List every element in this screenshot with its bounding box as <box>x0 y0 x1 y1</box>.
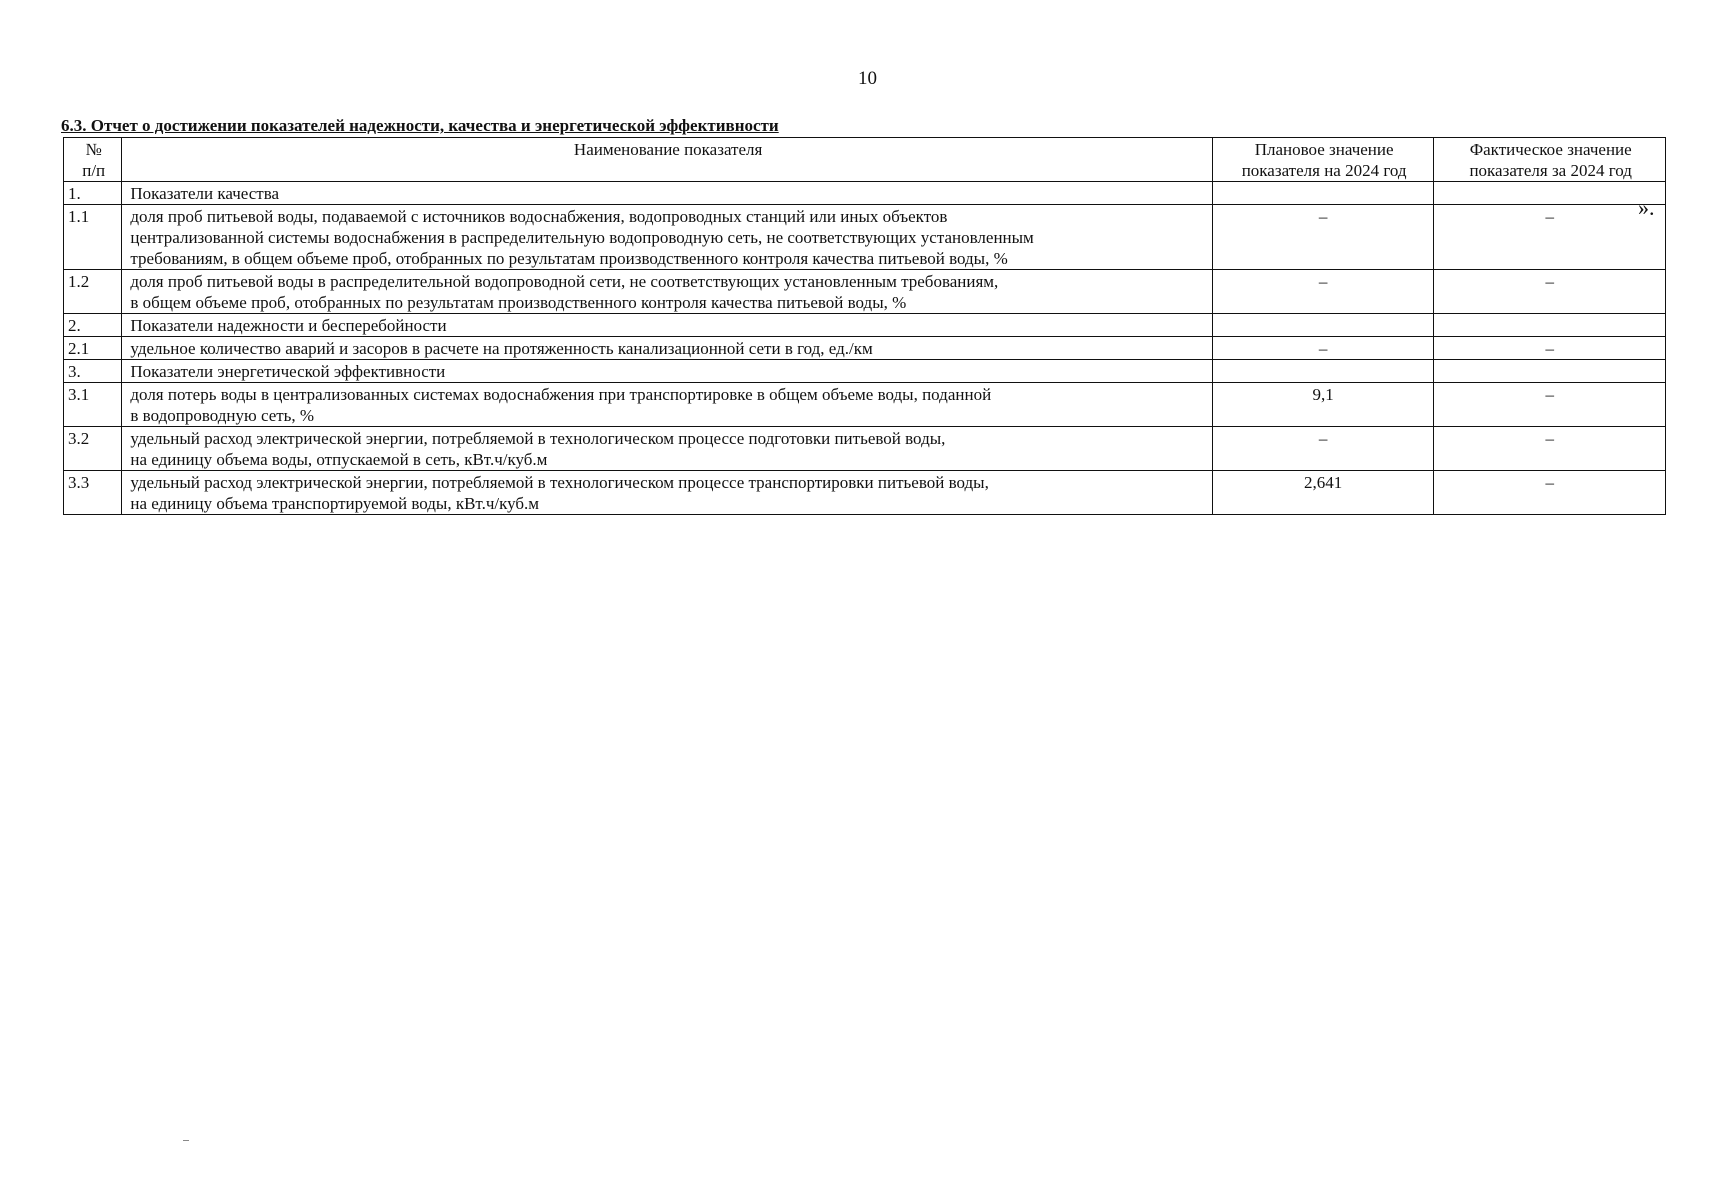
indicator-name-cell: Показатели надежности и бесперебойности <box>122 314 1212 337</box>
table-body <box>64 182 1666 515</box>
row-number-cell: 3.3 <box>64 471 122 515</box>
fact-value-cell <box>1434 360 1666 383</box>
row-number-cell: 1.1 <box>64 205 122 270</box>
indicator-name-cell: удельный расход электрической энергии, потребляемой в технологическом процессе подготовки питьевой воды, на единицу объема воды, отпускаемой в сеть, кВт.ч/куб.м <box>122 427 1212 471</box>
table-row <box>64 205 1666 270</box>
table-row <box>64 270 1666 314</box>
plan-value-cell: – <box>1212 427 1434 471</box>
plan-value-cell: 9,1 <box>1212 383 1434 427</box>
plan-value-cell <box>1212 360 1434 383</box>
fact-value-cell: – <box>1434 205 1666 270</box>
plan-value-cell: – <box>1212 205 1434 270</box>
page-number: 10 <box>858 68 877 89</box>
table-row <box>64 314 1666 337</box>
plan-value-cell <box>1212 182 1434 205</box>
row-number-cell: 1. <box>64 182 122 205</box>
plan-value-cell: – <box>1212 270 1434 314</box>
fact-value-cell: – <box>1434 270 1666 314</box>
table-row <box>64 471 1666 515</box>
fact-value-cell: – <box>1434 471 1666 515</box>
plan-value-cell: – <box>1212 337 1434 360</box>
row-number-cell: 2. <box>64 314 122 337</box>
indicator-name-cell: Показатели качества <box>122 182 1212 205</box>
header-num: № п/п <box>64 138 122 182</box>
indicator-name-cell: Показатели энергетической эффективности <box>122 360 1212 383</box>
table-row <box>64 337 1666 360</box>
indicator-name-cell: удельный расход электрической энергии, потребляемой в технологическом процессе транспортировки питьевой воды, на единицу объема транспортируемой воды, кВт.ч/куб.м <box>122 471 1212 515</box>
table-row <box>64 427 1666 471</box>
fact-value-cell <box>1434 182 1666 205</box>
row-number-cell: 3.1 <box>64 383 122 427</box>
fact-value-cell: – <box>1434 337 1666 360</box>
indicator-name-cell: доля проб питьевой воды, подаваемой с источников водоснабжения, водопроводных станций или иных объектов централизованной системы водоснабжения в распределительную водопроводную сеть, не соответствующих установленным требованиям, в общем объеме проб, отобранных по результатам производственного контроля качества питьевой воды, % <box>122 205 1212 270</box>
row-number-cell: 3. <box>64 360 122 383</box>
fact-value-cell: – <box>1434 383 1666 427</box>
row-number-cell: 1.2 <box>64 270 122 314</box>
closing-quote-mark: ». <box>1638 195 1655 220</box>
header-name: Наименование показателя <box>122 138 1212 182</box>
table-row <box>64 182 1666 205</box>
table-row <box>64 383 1666 427</box>
fact-value-cell <box>1434 314 1666 337</box>
fact-value-cell: – <box>1434 427 1666 471</box>
scan-mark <box>183 1140 189 1141</box>
indicator-name-cell: доля потерь воды в централизованных системах водоснабжения при транспортировке в общем объеме воды, поданной в водопроводную сеть, % <box>122 383 1212 427</box>
header-plan: Плановое значение показателя на 2024 год <box>1212 138 1434 182</box>
section-title: 6.3. Отчет о достижении показателей надежности, качества и энергетической эффективности <box>61 116 779 135</box>
plan-value-cell <box>1212 314 1434 337</box>
table-header-row <box>64 138 1666 182</box>
header-fact: Фактическое значение показателя за 2024 год <box>1434 138 1666 182</box>
indicator-name-cell: удельное количество аварий и засоров в расчете на протяженность канализационной сети в год, ед./км <box>122 337 1212 360</box>
indicators-table <box>63 137 1666 515</box>
plan-value-cell: 2,641 <box>1212 471 1434 515</box>
row-number-cell: 2.1 <box>64 337 122 360</box>
row-number-cell: 3.2 <box>64 427 122 471</box>
table-row <box>64 360 1666 383</box>
indicator-name-cell: доля проб питьевой воды в распределительной водопроводной сети, не соответствующих установленным требованиям, в общем объеме проб, отобранных по результатам производственного контроля качества питьевой воды, % <box>122 270 1212 314</box>
